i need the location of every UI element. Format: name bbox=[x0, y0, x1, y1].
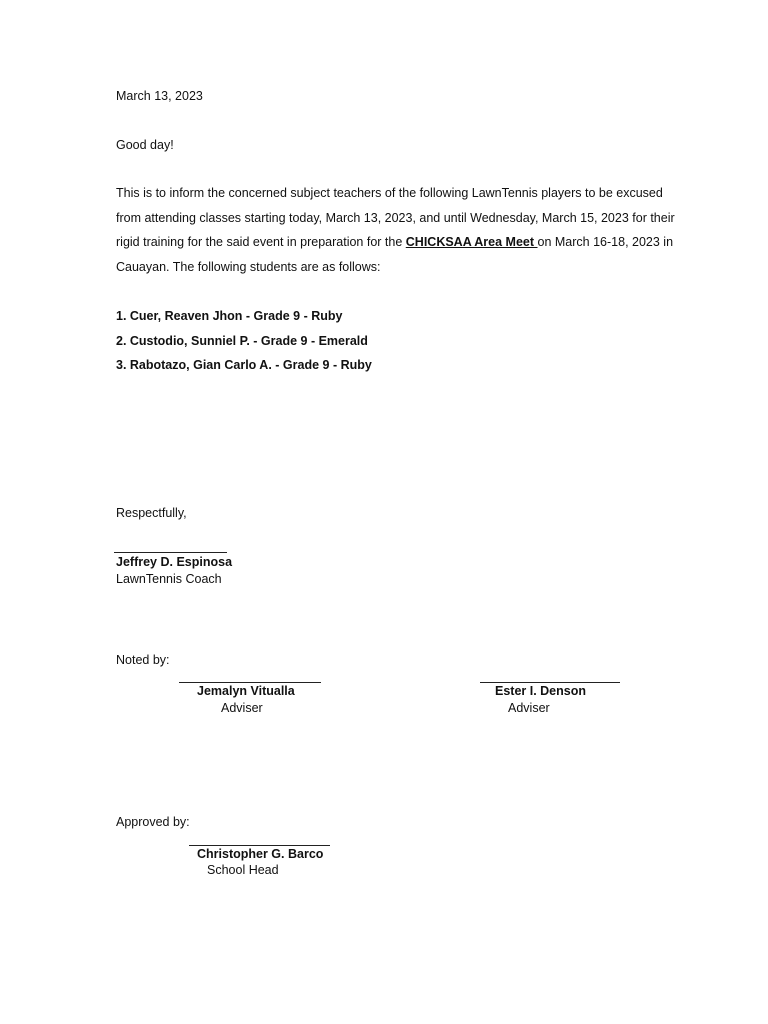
noted-by-label: Noted by: bbox=[116, 653, 170, 667]
body-text-part1: This is to inform the concerned subject teachers of the following LawnTennis players to be excused from attending classes starting today, March 13, 2023, and until Wednesday, March 15, 2023 for their rigid training for the said event in preparation for the bbox=[116, 186, 675, 249]
adviser-1-name: Jemalyn Vitualla bbox=[197, 684, 295, 698]
head-name: Christopher G. Barco bbox=[197, 847, 324, 861]
coach-title: LawnTennis Coach bbox=[116, 572, 222, 586]
student-item-3: 3. Rabotazo, Gian Carlo A. - Grade 9 - Ruby bbox=[116, 358, 372, 372]
greeting: Good day! bbox=[116, 138, 174, 152]
event-name: CHICKSAA Area Meet bbox=[405, 235, 538, 249]
adviser-2-name: Ester I. Denson bbox=[495, 684, 586, 698]
letter-date: March 13, 2023 bbox=[116, 89, 203, 103]
approved-by-label: Approved by: bbox=[116, 815, 190, 829]
adviser-1-title: Adviser bbox=[221, 701, 263, 715]
coach-signature-line bbox=[114, 552, 227, 553]
closing: Respectfully, bbox=[116, 506, 187, 520]
body-paragraph bbox=[116, 181, 676, 279]
student-item-1: 1. Cuer, Reaven Jhon - Grade 9 - Ruby bbox=[116, 309, 343, 323]
adviser-2-title: Adviser bbox=[508, 701, 550, 715]
body-text-part2: on March 16-18, 2023 in Cauayan. The following students are as follows: bbox=[116, 235, 674, 274]
student-item-2: 2. Custodio, Sunniel P. - Grade 9 - Emerald bbox=[116, 334, 368, 348]
coach-name: Jeffrey D. Espinosa bbox=[116, 555, 233, 569]
head-title: School Head bbox=[207, 863, 279, 877]
